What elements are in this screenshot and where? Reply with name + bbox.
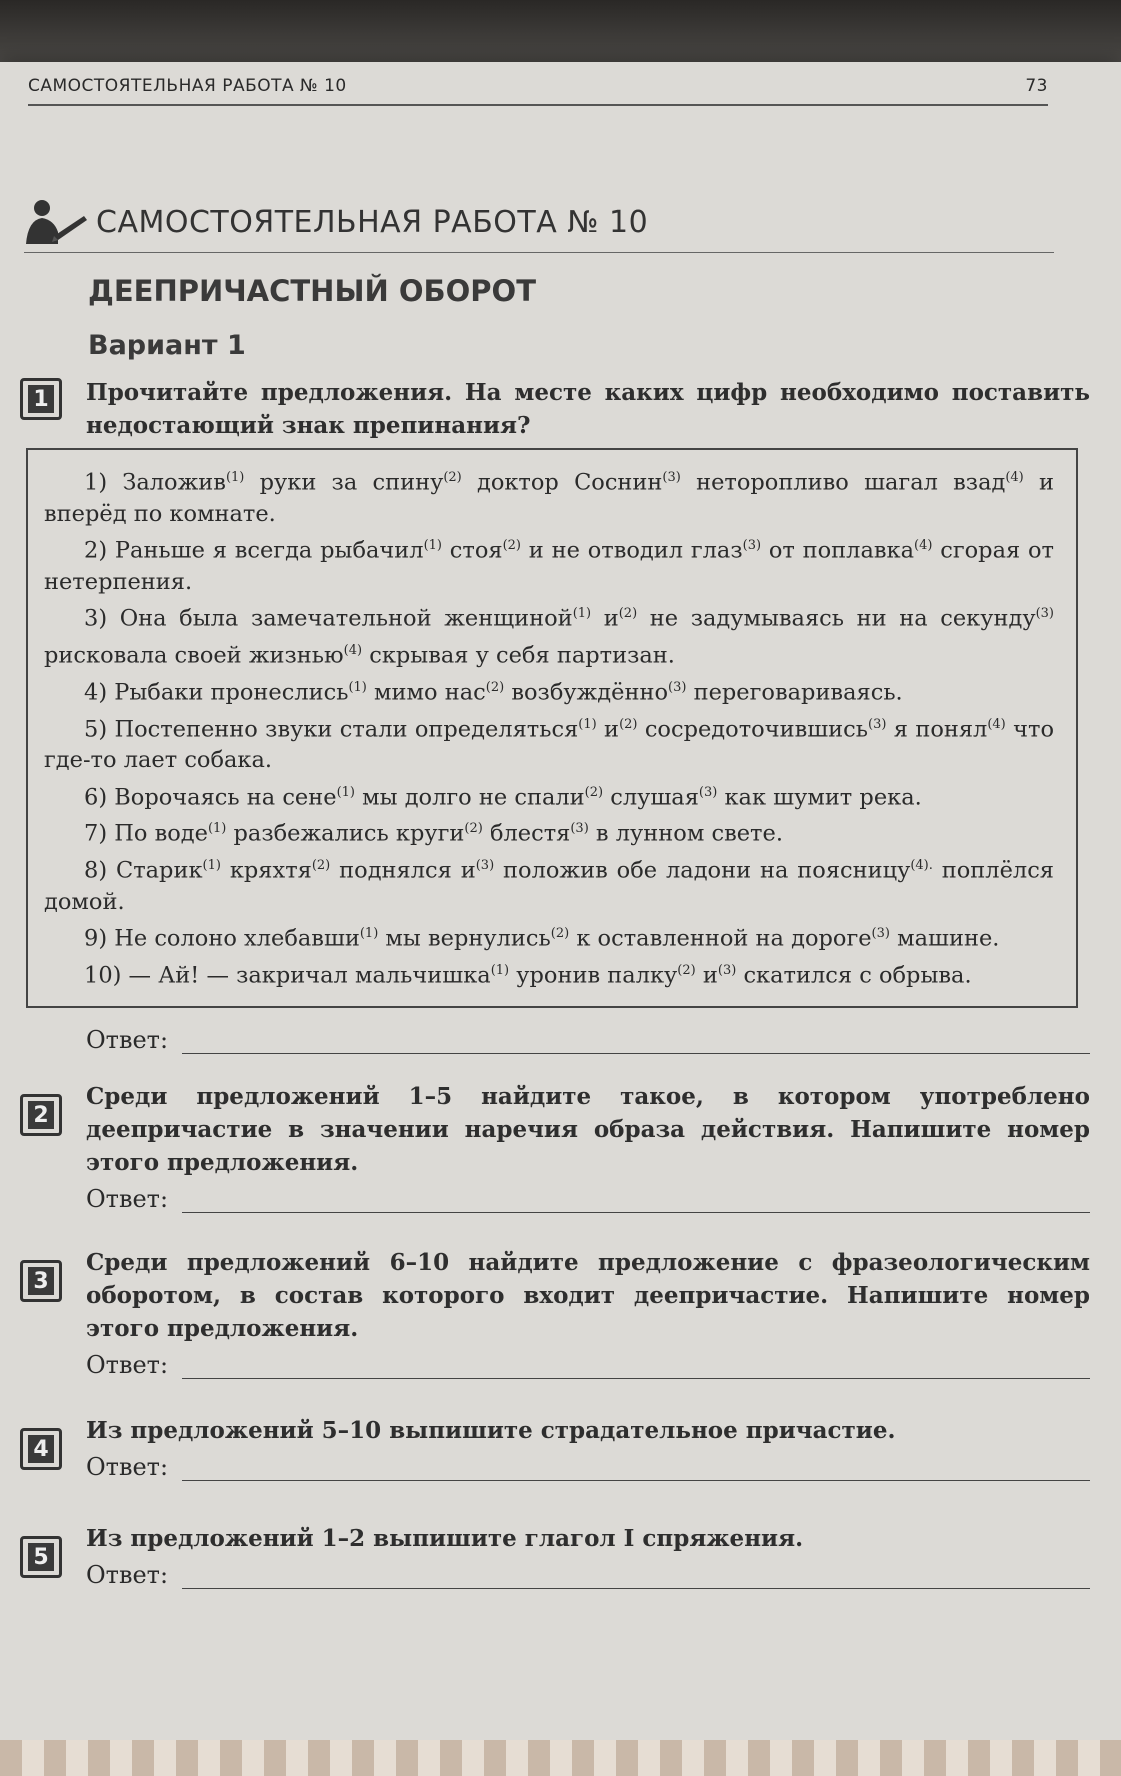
answer-line[interactable] [182,1456,1090,1481]
answer-row [86,1345,1090,1379]
punctuation-marker: (1) [423,538,442,554]
punctuation-marker: (3) [868,716,887,732]
task-1-answer [20,1020,1090,1054]
running-head [28,76,1048,106]
sentence-text: к оставленной на дороге [569,925,872,952]
sentence-text: от поплавка [761,537,915,564]
punctuation-marker: (3) [570,821,589,837]
sentence-text: 8) Старик [84,857,203,884]
punctuation-marker: (1) [202,858,221,874]
punctuation-marker: (3) [742,538,762,554]
sentence-text: 5) Постепенно звуки стали определяться [84,716,579,743]
answer-label: Ответ: [86,1453,169,1481]
running-head-title: САМОСТОЯТЕЛЬНАЯ РАБОТА № 10 [28,76,347,96]
sentence-text: и вперёд по комнате. [44,469,1054,527]
sentence-text: неторопливо шагал взад [680,469,1006,496]
sentence-text: 3) Она была замечательной женщиной [84,605,573,632]
task-5 [20,1522,1090,1589]
sentence-text: слушая [603,784,699,811]
sentence-10 [44,955,1054,992]
section-title: САМОСТОЯТЕЛЬНАЯ РАБОТА № 10 [96,204,649,240]
sentence-3 [44,598,1054,672]
sentence-1 [44,462,1054,530]
task-number-badge: 1 [20,378,62,420]
variant-label: Вариант 1 [88,330,246,361]
punctuation-marker: (2) [550,926,570,942]
sentence-text: 7) По воде [84,820,208,847]
answer-line[interactable] [182,1188,1090,1213]
answer-row [86,1555,1090,1589]
answer-line[interactable] [182,1029,1090,1054]
punctuation-marker: (2) [443,470,462,485]
sentence-text: кряхтя [220,857,312,884]
sentence-8 [44,850,1054,918]
sentence-text: мы вернулись [378,925,551,952]
punctuation-marker: (1) [490,963,510,979]
sentence-text: мы долго не спали [354,784,585,811]
sentence-text: поднялся и [330,857,476,884]
task-1 [20,376,1090,442]
sentence-text: поплёлся домой. [44,857,1054,916]
punctuation-marker: (3) [475,858,495,874]
sentence-text: доктор Соснин [461,469,663,496]
punctuation-marker: (4) [987,716,1006,732]
sentence-text: машине. [889,925,1000,952]
answer-label: Ответ: [86,1185,169,1213]
punctuation-marker: (2) [502,538,522,554]
sentence-text: уронив палку [509,962,678,989]
answer-label: Ответ: [86,1026,169,1054]
sentence-text: руки за спину [244,469,444,496]
sentence-text: разбежались круги [226,820,465,847]
sentence-text: 2) Раньше я всегда рыбачил [84,537,424,564]
punctuation-marker: (3) [698,784,718,800]
sentence-text: не задумываясь ни на секунду [637,605,1036,632]
punctuation-marker: (2) [464,821,483,837]
sentence-text: 4) Рыбаки пронеслись [84,679,349,706]
sentence-text: я понял [886,716,988,743]
page-number: 73 [1025,76,1048,96]
punctuation-marker: (4) [914,538,933,554]
sentence-text: как шумит река. [717,784,922,811]
task-number-badge: 4 [20,1428,62,1470]
punctuation-marker: (1) [336,784,355,800]
answer-row [86,1447,1090,1481]
task-text: Из предложений 1–2 выпишите глагол I спряжения. [86,1525,804,1552]
sentence-text: и [695,962,718,989]
punctuation-marker: (2) [311,858,331,874]
sentence-2 [44,530,1054,598]
sentence-text: скрывая у себя партизан. [362,642,675,669]
punctuation-marker: (1) [207,821,227,837]
sentence-text: сосредоточившись [637,716,868,743]
punctuation-marker: (2) [584,784,604,800]
punctuation-marker: (3) [1035,606,1054,622]
sentence-text: 6) Ворочаясь на сене [84,784,337,811]
task-number-badge: 2 [20,1094,62,1136]
sentence-text: 1) Заложив [84,469,226,496]
answer-label: Ответ: [86,1561,169,1589]
punctuation-marker: (1) [359,926,379,942]
answer-row [86,1020,1090,1054]
sentence-text: положив обе ладони на поясницу [494,857,911,884]
punctuation-marker: (1) [348,679,367,695]
sentence-text: 9) Не солоно хлебавши [84,925,360,952]
tablecloth-background [0,1740,1121,1776]
sentence-text: переговариваясь. [686,679,903,706]
task-4 [20,1414,1090,1481]
sentence-text: в лунном свете. [588,820,783,847]
answer-line[interactable] [182,1354,1090,1379]
sentence-text: рисковала своей жизнью [44,642,344,669]
sentence-text: и [591,605,619,632]
punctuation-marker: (3) [662,470,681,485]
punctuation-marker: (1) [572,606,592,622]
task-number-badge: 5 [20,1536,62,1578]
task-3 [20,1246,1090,1379]
sentence-6 [44,777,1054,814]
sentence-text: и не отводил глаз [521,537,743,564]
task-text: Прочитайте предложения. На месте каких цифр необходимо поставить недостающий знак препинания? [86,379,1090,439]
punctuation-marker: (3) [668,679,687,695]
task-text: Из предложений 5–10 выпишите страдательное причастие. [86,1417,896,1444]
sentence-9 [44,918,1054,955]
punctuation-marker: (2) [619,716,638,732]
task-2 [20,1080,1090,1213]
writing-person-icon [24,198,88,246]
task-text: Среди предложений 1–5 найдите такое, в котором употреблено деепричастие в значении наречия образа действия. Напишите номер этого предложения. [86,1083,1090,1176]
sentence-text: блестя [482,820,571,847]
sentence-text: стоя [442,537,503,564]
punctuation-marker: (4). [910,858,933,874]
answer-label: Ответ: [86,1351,169,1379]
punctuation-marker: (3) [717,963,737,979]
punctuation-marker: (1) [578,716,597,732]
sentence-text: и [596,716,620,743]
topic-title: ДЕЕПРИЧАСТНЫЙ ОБОРОТ [88,274,536,308]
sentences-box [26,448,1078,1008]
sentence-text: возбуждённо [504,679,669,706]
section-header [24,198,1054,253]
answer-row [86,1179,1090,1213]
sentence-4 [44,672,1054,709]
task-text: Среди предложений 6–10 найдите предложение с фразеологическим оборотом, в состав которого входит деепричастие. Напишите номер этого предложения. [86,1249,1090,1342]
sentence-text: сгорая от нетерпения. [44,537,1054,595]
punctuation-marker: (1) [225,470,245,485]
punctuation-marker: (4) [343,642,363,658]
sentence-7 [44,813,1054,850]
sentence-text: скатился с обрыва. [736,962,972,989]
sentence-5 [44,709,1054,777]
punctuation-marker: (2) [618,606,638,622]
punctuation-marker: (3) [871,926,890,942]
sentence-text: что где-то лает собака. [44,716,1054,774]
task-number-badge: 3 [20,1260,62,1302]
punctuation-marker: (4) [1005,470,1024,485]
answer-line[interactable] [182,1564,1090,1589]
punctuation-marker: (2) [485,679,505,695]
sentence-text: мимо нас [366,679,486,706]
background-top [0,0,1121,62]
punctuation-marker: (2) [677,963,696,979]
sentence-text: 10) — Ай! — закричал мальчишка [84,962,491,989]
